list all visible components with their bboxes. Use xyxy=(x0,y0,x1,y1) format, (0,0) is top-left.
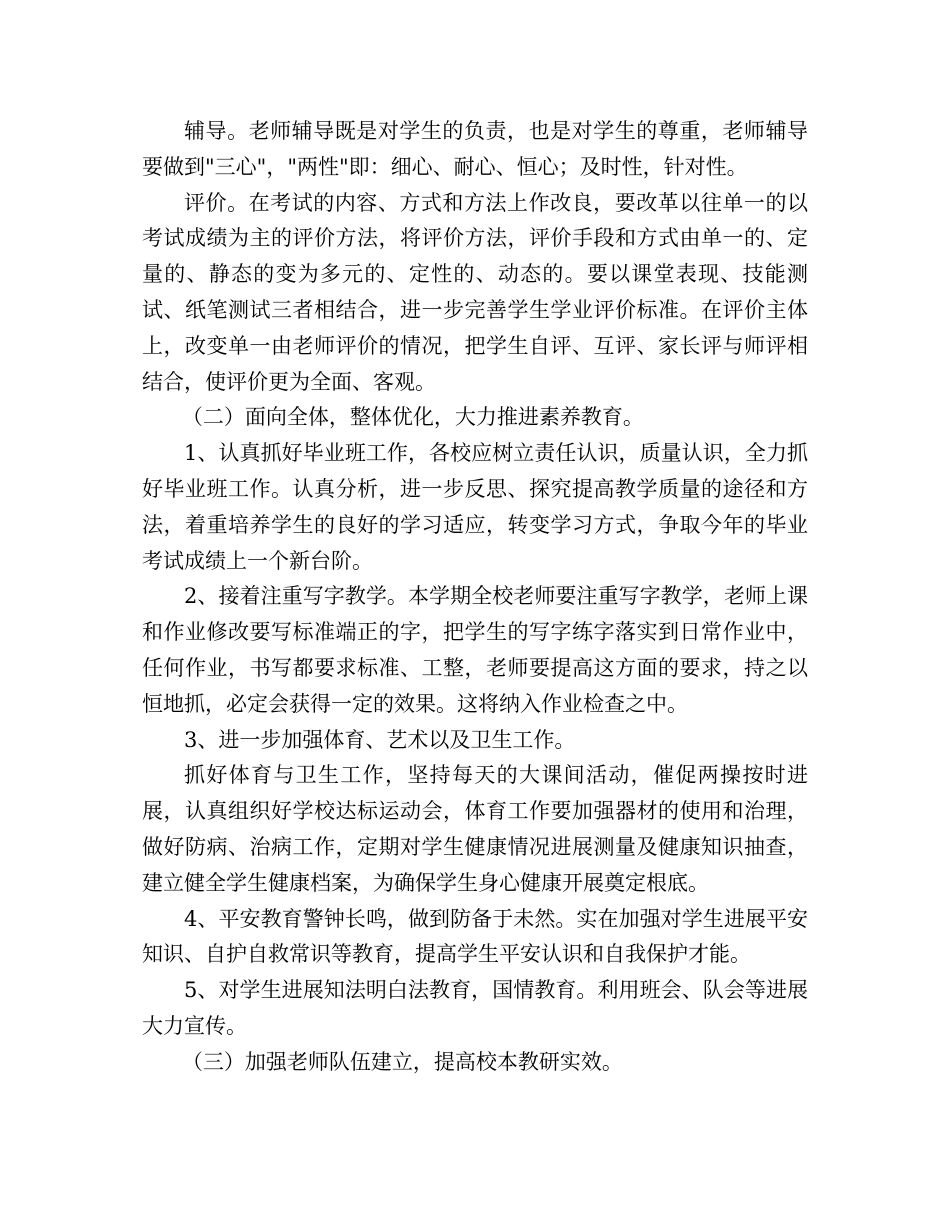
paragraph-item-5: 5、对学生进展知法明白法教育，国情教育。利用班会、队会等进展大力宣传。 xyxy=(142,978,808,1038)
section-heading-2: （二）面向全体，整体优化，大力推进素养教育。 xyxy=(181,405,644,430)
paragraph-evaluation: 评价。在考试的内容、方式和方法上作改良，要改革以往单一的以考试成绩为主的评价方法，将评价方法，评价手段和方式由单一的、定量的、静态的变为多元的、定性的、动态的。要以课堂表现、技能测试、纸笔测试三者相结合，进一步完善学生学业评价标准。在评价主体上，改变单一由老师评价的情况，把学生自评、互评、家长评与师评相结合，使评价更为全面、客观。 xyxy=(142,190,808,394)
paragraph-item-4: 4、平安教育警钟长鸣，做到防备于未然。实在加强对学生进展平安知识、自护自救常识等教育，提高学生平安认识和自我保护才能。 xyxy=(142,906,808,967)
paragraph-pe-health: 抓好体育与卫生工作，坚持每天的大课间活动，催促两操按时进展，认真组织好学校达标运动会，体育工作要加强器材的使用和治理，做好防病、治病工作，定期对学生健康情况进展测量及健康知识抽查，建立健全学生健康档案，为确保学生身心健康开展奠定根底。 xyxy=(142,763,808,895)
paragraph-tutoring: 辅导。老师辅导既是对学生的负责，也是对学生的尊重，老师辅导要做到"三心"，"两性"即：细心、耐心、恒心；及时性，针对性。 xyxy=(142,119,808,179)
document-page xyxy=(142,114,808,1081)
paragraph-item-3: 3、进一步加强体育、艺术以及卫生工作。 xyxy=(184,727,576,752)
paragraph-item-2: 2、接着注重写字教学。本学期全校老师要注重写字教学，老师上课和作业修改要写标准端正的字，把学生的写字练字落实到日常作业中，任何作业，书写都要求标准、工整，老师要提高这方面的要求，持之以恒地抓，必定会获得一定的效果。这将纳入作业检查之中。 xyxy=(142,584,808,716)
paragraph-item-1: 1、认真抓好毕业班工作，各校应树立责任认识，质量认识，全力抓好毕业班工作。认真分析，进一步反思、探究提高教学质量的途径和方法，着重培养学生的良好的学习适应，转变学习方式，争取今年的毕业考试成绩上一个新台阶。 xyxy=(142,441,808,573)
section-heading-3: （三）加强老师队伍建立，提高校本教研实效。 xyxy=(181,1049,623,1074)
